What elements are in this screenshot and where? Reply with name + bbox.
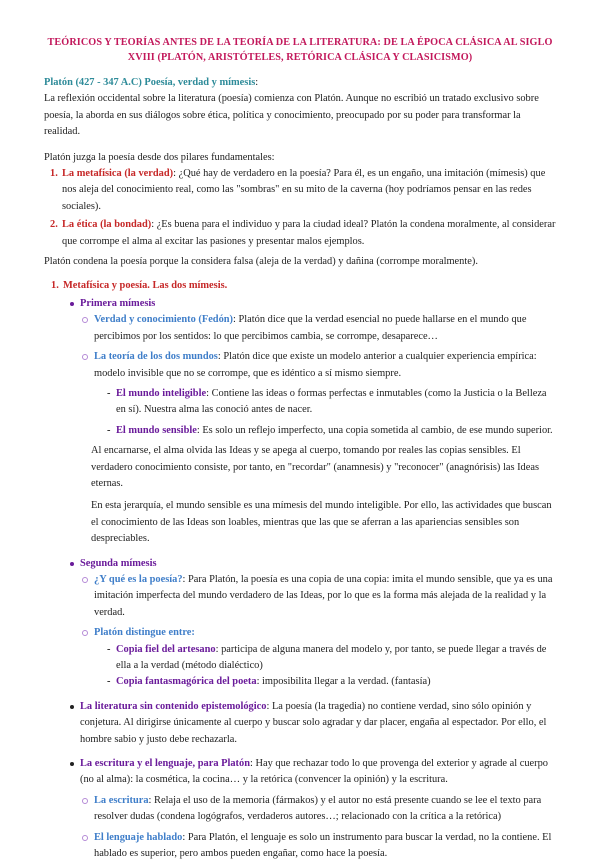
- sub-bullet-lenguaje-hablado: [44, 830, 556, 862]
- document-title: TEÓRICOS Y TEORÍAS ANTES DE LA TEORÍA DE LA LITERATURA: DE LA ÉPOCA CLÁSICA AL SIGLO XVIII (PLATÓN, ARISTÓTELES, RETÓRICA CLÁSICA Y CLASICISMO): [47, 37, 553, 63]
- pillars-list: [44, 166, 556, 250]
- dash-bullet-icon: -: [107, 424, 111, 436]
- dash-bullet-icon: -: [107, 676, 111, 688]
- ring-bullet-icon: [82, 317, 88, 323]
- teoria-label: La teoría de los dos mundos: [94, 351, 218, 363]
- pillars-lead: Platón juzga la poesía desde dos pilares fundamentales:: [44, 151, 275, 163]
- sin-contenido-label: La literatura sin contenido epistemológico: [80, 700, 267, 712]
- intro-heading-tail: :: [255, 77, 259, 88]
- sub-bullet-la-escritura: [44, 793, 556, 826]
- bullet-dot-icon: [70, 302, 74, 306]
- sub-bullet-distingue: [44, 625, 556, 641]
- inteligible-text: : Contiene las ideas o formas perfectas e inmutables (como la Justicia o la Belleza en sí). Nuestra alma las conoció antes de nacer.: [116, 387, 547, 416]
- escritura-text: : Hay que rechazar todo lo que provenga del exterior y agrade al cuerpo (no al alma): la cosmética, la cocina… y la retórica (convencer la opinión) y la escritura.: [80, 758, 548, 786]
- fantasmagorica-text: : imposibilita llegar a la verdad. (fantasía): [256, 676, 431, 688]
- verdad-label: Verdad y conocimiento (Fedón): [94, 314, 234, 326]
- dash-item-artesano: [44, 642, 556, 675]
- dash-bullet-icon: -: [107, 643, 111, 655]
- sensible-label: El mundo sensible: [116, 424, 197, 436]
- pillar-item: [44, 166, 556, 215]
- pillar-text: : ¿Qué hay de verdadero en la poesía? Para él, es un engaño, una imitación (mímesis) que nos aleja del conocimiento real, como las "sombras" en su mito de la caverna (hoy podríamos pensar en las redes sociales).: [62, 168, 546, 212]
- segunda-label: Segunda mímesis: [80, 557, 157, 569]
- dash-item-inteligible: [44, 386, 556, 419]
- primera-paragraph-2: En esta jerarquía, el mundo sensible es una mímesis del mundo inteligible. Por ello, las actividades que buscan el conocimiento de las Ideas son loables, mientras que las que se aferran a las apariencias sensibles son despreciables.: [91, 500, 552, 545]
- lenguaje-hablado-text: : Para Platón, el lenguaje es solo un instrumento para buscar la verdad, no la contiene. El hablado es superior, pero ambos pueden engañar, como hace la poesía.: [94, 831, 552, 860]
- teoria-text: : Platón dice que existe un modelo anterior a cualquier experiencia empírica: modelo invisible que no se corrompe, que es idéntico a sí mismo siempre.: [94, 351, 537, 379]
- artesano-text: : participa de alguna manera del modelo y, por tanto, se puede llegar a través de ella a la verdad (método dialéctico): [116, 643, 547, 671]
- pillar-label: La metafísica (la verdad): [62, 168, 174, 180]
- dash-item-sensible: [44, 423, 556, 439]
- primera-label: Primera mímesis: [80, 297, 156, 309]
- bullet-dot-icon: [70, 705, 74, 709]
- pillar-label: La ética (la bondad): [62, 219, 152, 231]
- pillar-text: : ¿Es buena para el individuo y para la ciudad ideal? Platón la condena moralmente, al considerar que corrompe el alma al excitar las pasiones y presentar malos ejemplos.: [62, 219, 556, 247]
- intro-heading: Platón (427 - 347 A.C) Poesía, verdad y mímesis: [44, 77, 256, 88]
- ring-bullet-icon: [82, 798, 88, 804]
- ring-bullet-icon: [82, 835, 88, 841]
- intro-paragraph: La reflexión occidental sobre la literatura (poesía) comienza con Platón. Aunque no escribió un tratado exclusivo sobre poesía, la aborda en sus diálogos sobre ética, política y conocimiento, preocupado por su poder para transformar la realidad.: [44, 93, 539, 138]
- la-escritura-text: : Relaja el uso de la memoria (fármakos) y el autor no está presente cuando se lee el texto para resolver dudas (condena logógrafos, verdaderos autores…; relacionado con la crítica a la retórica): [94, 794, 542, 823]
- fantasmagorica-label: Copia fantasmagórica del poeta: [116, 676, 257, 688]
- dash-bullet-icon: -: [107, 387, 111, 399]
- sub-bullet-verdad: [44, 312, 556, 345]
- sin-contenido-text: : La poesía (la tragedia) no contiene verdad, sino sólo opinión y conjetura. Al dirigirse únicamente al cuerpo y buscar solo agradar y dar placer, engaña al espectador. Por ello, el hombre sabio y justo debe rechazarla.: [80, 700, 547, 745]
- dash-item-fantasmagorica: [44, 674, 556, 690]
- bullet-dot-icon: [70, 562, 74, 566]
- la-escritura-label: La escritura: [94, 794, 149, 806]
- pillar-item: [44, 217, 556, 250]
- bullet-segunda: [44, 556, 556, 572]
- sub-bullet-que-es: [44, 572, 556, 621]
- distingue-label: Platón distingue entre: [94, 627, 192, 639]
- primera-paragraph-1: Al encarnarse, el alma olvida las Ideas y se apega al cuerpo, tomando por reales las copias sensibles. El verdadero conocimiento consiste, por tanto, en "recordar" (anamnesis) y "reconocer" (anagnórisis) las Ideas eternas.: [91, 445, 540, 489]
- lenguaje-hablado-label: El lenguaje hablado: [94, 831, 183, 843]
- section-title-tail: .: [224, 280, 228, 292]
- ring-bullet-icon: [82, 577, 88, 583]
- pillar-number: 2.: [50, 219, 58, 231]
- escritura-label: La escritura y el lenguaje, para Platón: [80, 758, 250, 770]
- sub-bullet-teoria: [44, 349, 556, 382]
- bullet-sin-contenido: [44, 699, 556, 748]
- inteligible-label: El mundo inteligible: [116, 387, 207, 399]
- distingue-tail: :: [191, 627, 195, 639]
- section-number: 1.: [51, 280, 59, 292]
- que-es-label: ¿Y qué es la poesía?: [94, 573, 183, 585]
- que-es-text: : Para Platón, la poesía es una copia de una copia: imita el mundo sensible, que ya es una imitación imperfecta del mundo verdadero de las Ideas, por lo que es la forma más alejada de la realidad y la verdad.: [94, 573, 553, 618]
- bullet-escritura: [44, 756, 556, 789]
- section-heading: [44, 278, 556, 294]
- artesano-label: Copia fiel del artesano: [116, 643, 216, 655]
- intro-heading-line: [44, 75, 556, 91]
- sensible-text: : Es solo un reflejo imperfecto, una copia sometida al cambio, de ese mundo superior.: [196, 424, 553, 436]
- pillar-number: 1.: [50, 168, 58, 180]
- bullet-dot-icon: [70, 762, 74, 766]
- ring-bullet-icon: [82, 354, 88, 360]
- ring-bullet-icon: [82, 630, 88, 636]
- section-title: Metafísica y poesía. Las dos mímesis: [63, 280, 225, 292]
- bullet-primera: [44, 296, 556, 312]
- verdad-text: : Platón dice que la verdad esencial no puede hallarse en el mundo que percibimos por los sentidos: lo que percibimos cambia, se corrompe, desaparece…: [94, 314, 527, 342]
- pillars-conclusion: Platón condena la poesía porque la considera falsa (aleja de la verdad) y dañina (corrompe moralmente).: [44, 256, 478, 268]
